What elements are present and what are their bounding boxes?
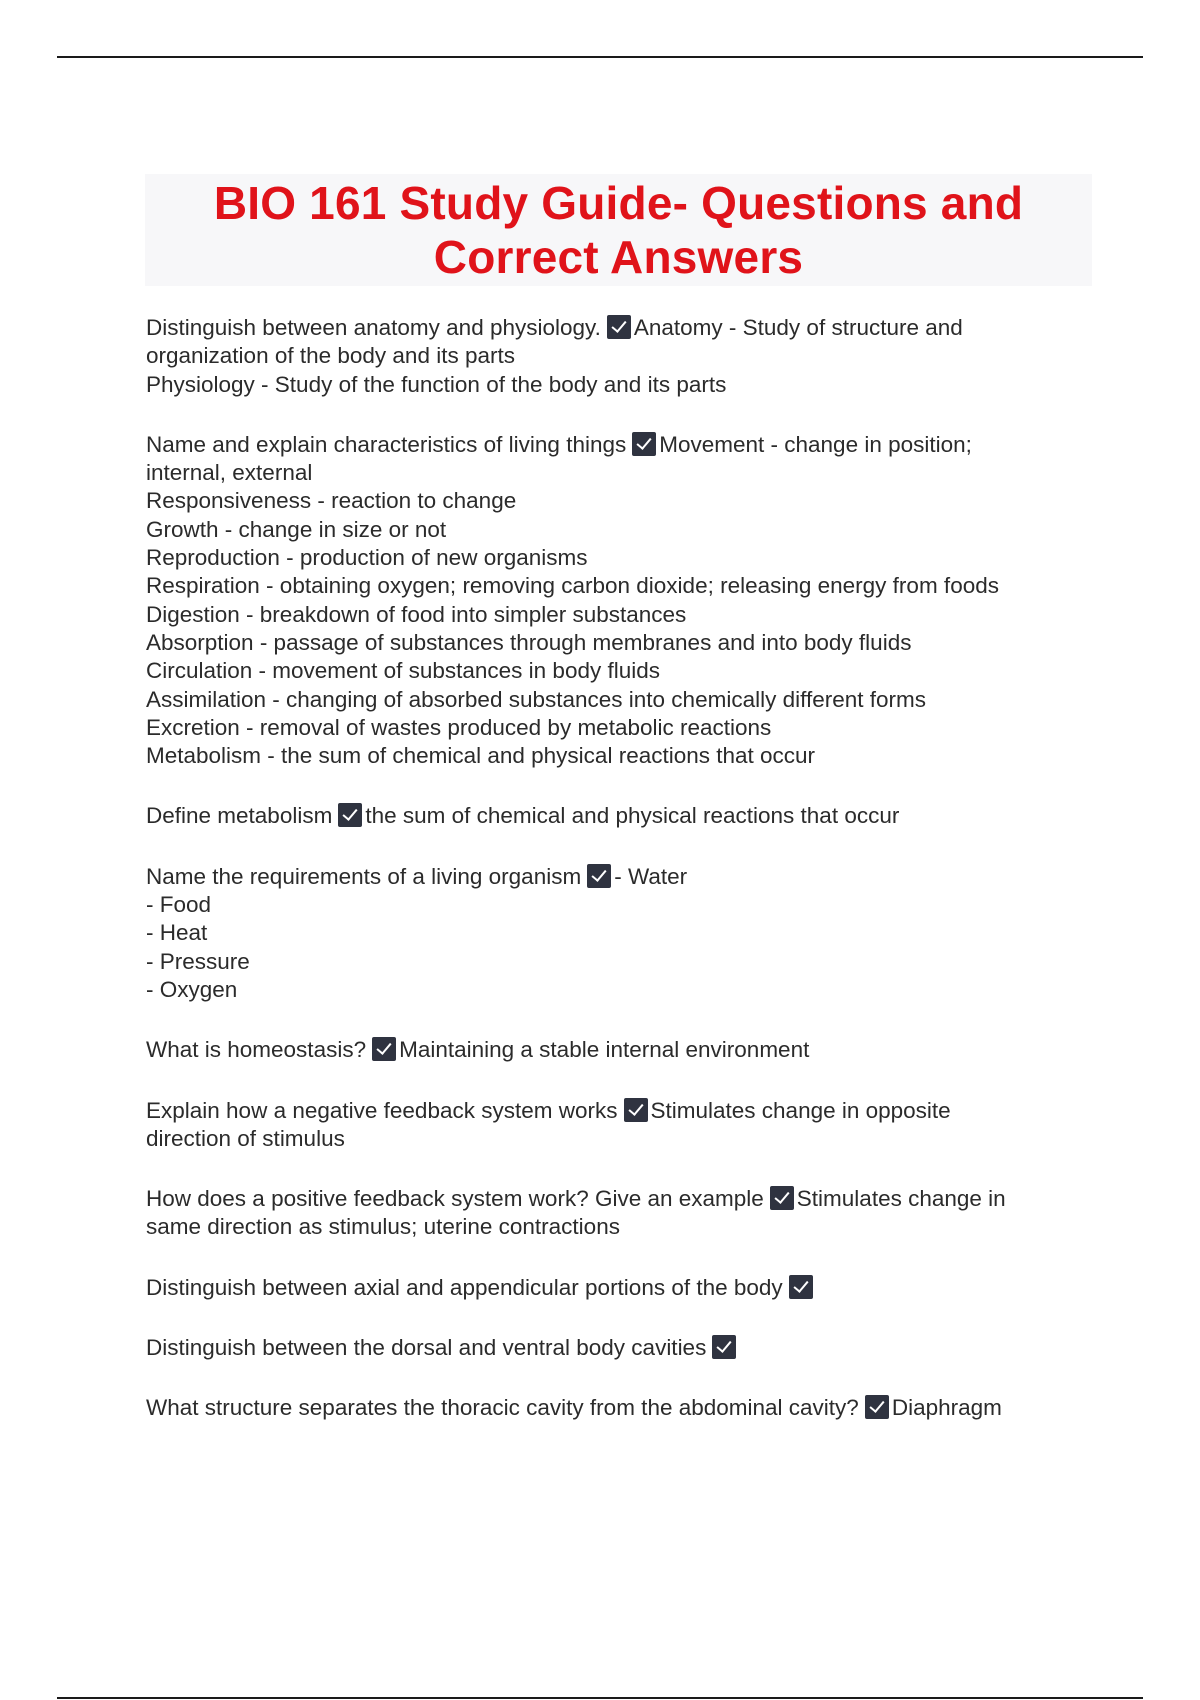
title-line-1: BIO 161 Study Guide- Questions and: [213, 177, 1024, 229]
qa-item: [146, 1334, 1091, 1362]
qa-first-line: [146, 1334, 1091, 1362]
answer-line: same direction as stimulus; uterine contractions: [146, 1214, 620, 1240]
qa-first-line: [146, 1185, 1091, 1213]
checkbox-checked-icon: [372, 1037, 396, 1061]
answer-text: Maintaining a stable internal environment: [399, 1037, 810, 1063]
answer-text: Stimulates change in: [796, 1186, 1006, 1212]
checkbox-checked-icon: [587, 864, 611, 888]
bottom-rule: [57, 1697, 1143, 1699]
answer-line: Absorption - passage of substances through membranes and into body fluids: [146, 629, 912, 655]
checkbox-checked-icon: [789, 1275, 813, 1299]
answer-line: Excretion - removal of wastes produced by metabolic reactions: [146, 714, 772, 740]
qa-first-line: [146, 802, 1091, 830]
answer-line: - Oxygen: [146, 976, 238, 1002]
question-text: Distinguish between anatomy and physiology.: [146, 315, 601, 340]
question-text: Distinguish between the dorsal and ventral body cavities: [146, 1335, 707, 1361]
page-title: [214, 176, 1023, 284]
answer-text: Anatomy - Study of structure and: [633, 315, 963, 340]
qa-first-line: [146, 431, 1091, 459]
answer-line: - Heat: [146, 920, 208, 946]
title-banner: [145, 174, 1092, 286]
question-text: Distinguish between axial and appendicular portions of the body: [146, 1274, 783, 1300]
qa-first-line: [146, 314, 1091, 342]
top-rule: [57, 56, 1143, 58]
checkbox-checked-icon: [607, 315, 631, 339]
question-text: What is homeostasis?: [146, 1037, 367, 1063]
answer-text: Diaphragm: [891, 1395, 1002, 1421]
answer-line: Growth - change in size or not: [146, 516, 447, 542]
checkbox-checked-icon: [338, 803, 362, 827]
qa-first-line: [146, 1036, 1091, 1064]
checkbox-checked-icon: [712, 1335, 736, 1359]
qa-item: [146, 1185, 1091, 1242]
question-text: How does a positive feedback system work? Give an example: [146, 1186, 764, 1212]
qa-item: [146, 802, 1091, 830]
answer-line: Responsiveness - reaction to change: [146, 488, 517, 514]
answer-line: - Food: [146, 892, 212, 918]
question-text: Define metabolism: [146, 803, 333, 829]
title-line-2: Correct Answers: [433, 231, 804, 283]
question-text: What structure separates the thoracic cavity from the abdominal cavity?: [146, 1395, 859, 1421]
qa-list: [146, 314, 1091, 1455]
checkbox-checked-icon: [632, 432, 656, 456]
answer-line: Physiology - Study of the function of the body and its parts: [146, 371, 727, 397]
checkbox-checked-icon: [770, 1186, 794, 1210]
answer-text: - Water: [614, 863, 688, 889]
answer-text: Stimulates change in opposite: [650, 1097, 951, 1123]
qa-item: [146, 1274, 1091, 1302]
answer-line: Circulation - movement of substances in body fluids: [146, 658, 660, 684]
answer-text: the sum of chemical and physical reactions that occur: [365, 803, 900, 829]
answer-line: internal, external: [146, 460, 313, 486]
qa-first-line: [146, 1274, 1091, 1302]
qa-item: [146, 431, 1091, 771]
question-text: Explain how a negative feedback system works: [146, 1097, 618, 1123]
qa-item: [146, 314, 1091, 399]
answer-line: Digestion - breakdown of food into simpler substances: [146, 601, 687, 627]
qa-item: [146, 1394, 1091, 1422]
question-text: Name the requirements of a living organism: [146, 863, 582, 889]
qa-item: [146, 1097, 1091, 1154]
answer-line: Respiration - obtaining oxygen; removing carbon dioxide; releasing energy from foods: [146, 573, 999, 599]
qa-first-line: [146, 1097, 1091, 1125]
answer-line: organization of the body and its parts: [146, 343, 515, 369]
answer-line: Reproduction - production of new organisms: [146, 545, 588, 571]
qa-first-line: [146, 863, 1091, 891]
answer-line: - Pressure: [146, 948, 250, 974]
qa-first-line: [146, 1394, 1091, 1422]
answer-line: direction of stimulus: [146, 1125, 345, 1151]
answer-line: Metabolism - the sum of chemical and physical reactions that occur: [146, 743, 816, 769]
checkbox-checked-icon: [624, 1098, 648, 1122]
qa-item: [146, 1036, 1091, 1064]
answer-text: Movement - change in position;: [659, 431, 972, 457]
question-text: Name and explain characteristics of living things: [146, 431, 627, 457]
checkbox-checked-icon: [865, 1395, 889, 1419]
answer-line: Assimilation - changing of absorbed substances into chemically different forms: [146, 686, 926, 712]
qa-item: [146, 863, 1091, 1004]
